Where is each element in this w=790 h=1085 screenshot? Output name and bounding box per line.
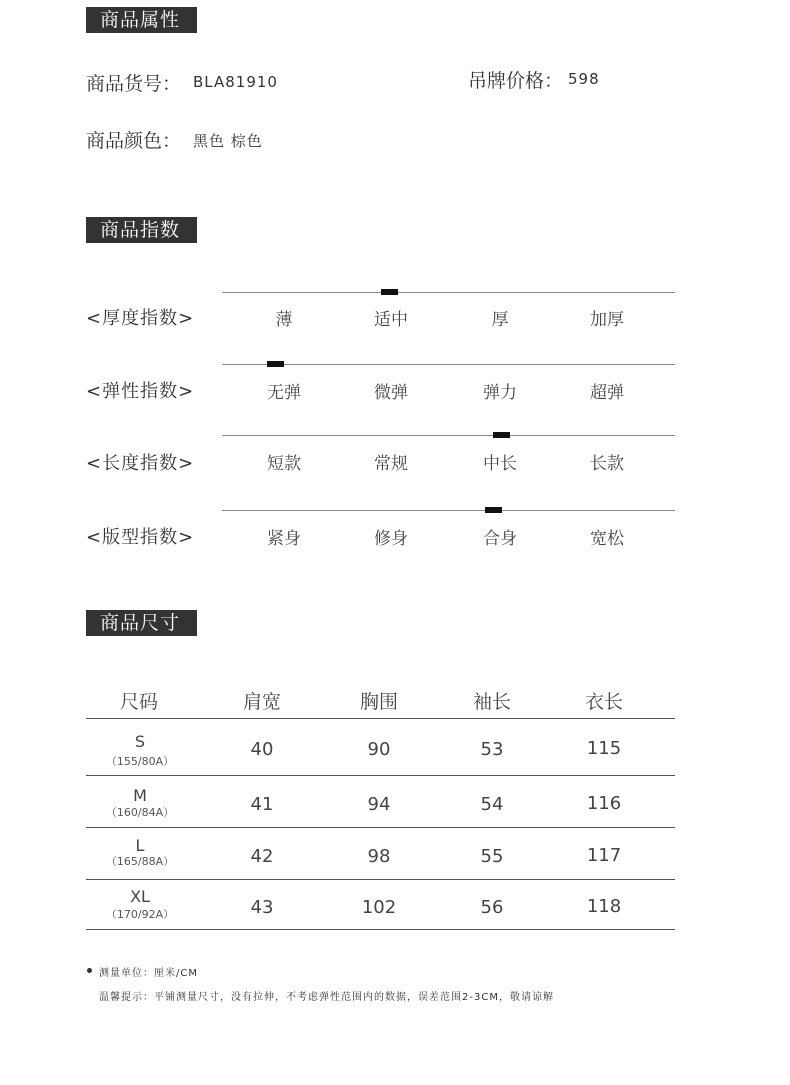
length-index-line	[222, 435, 675, 436]
table-header-length: 衣长	[584, 691, 623, 713]
color-label: 商品颜色：	[86, 130, 182, 152]
table-row-size: L	[135, 836, 145, 855]
table-row-size: M	[133, 786, 147, 805]
tag-price-value: 598	[568, 70, 600, 88]
length-option: 常规	[374, 454, 408, 474]
table-row-size: S	[134, 732, 146, 751]
table-divider	[86, 879, 675, 880]
table-header-chest: 胸围	[359, 691, 398, 713]
table-row-spec: （160/84A）	[105, 806, 175, 819]
table-cell: 40	[250, 739, 274, 760]
thickness-option: 薄	[275, 310, 293, 330]
color-value: 黑色 棕色	[193, 132, 263, 150]
fit-option: 宽松	[590, 529, 624, 549]
elasticity-option: 无弹	[267, 383, 301, 403]
thickness-option: 加厚	[590, 310, 624, 330]
table-cell: 56	[480, 897, 504, 918]
table-header-shoulder: 肩宽	[242, 691, 281, 713]
table-divider	[86, 827, 675, 828]
length-index-label: <长度指数>	[86, 453, 195, 474]
table-divider	[86, 718, 675, 719]
section-title-index: 商品指数	[86, 217, 197, 243]
table-cell: 90	[367, 739, 391, 760]
table-cell: 43	[250, 897, 274, 918]
table-row-spec: （170/92A）	[105, 908, 175, 921]
table-row-spec: （155/80A）	[105, 755, 175, 768]
measure-tip-note: 温馨提示：平铺测量尺寸，没有拉伸，不考虑弹性范围内的数据，误差范围2-3CM，敬请谅解	[99, 992, 554, 1003]
length-option: 中长	[483, 454, 517, 474]
table-cell: 94	[367, 794, 391, 815]
thickness-option: 适中	[374, 310, 408, 330]
thickness-option: 厚	[491, 310, 509, 330]
fit-index-marker	[485, 507, 502, 513]
table-cell: 42	[250, 846, 274, 867]
table-row-size: XL	[130, 887, 150, 906]
table-cell: 115	[586, 738, 622, 759]
fit-option: 合身	[483, 529, 517, 549]
thickness-index-label: <厚度指数>	[86, 308, 195, 329]
thickness-index-line	[222, 292, 675, 293]
table-cell: 118	[586, 896, 622, 917]
table-divider	[86, 775, 675, 776]
measure-unit-note: 测量单位：厘米/CM	[99, 968, 198, 979]
table-cell: 102	[361, 897, 397, 918]
table-cell: 98	[367, 846, 391, 867]
elasticity-option: 弹力	[483, 383, 517, 403]
bullet-icon	[87, 968, 92, 973]
elasticity-index-marker	[267, 361, 284, 367]
elasticity-index-line	[222, 364, 675, 365]
fit-index-label: <版型指数>	[86, 527, 195, 548]
table-divider	[86, 929, 675, 930]
thickness-index-marker	[381, 289, 398, 295]
table-row-spec: （165/88A）	[105, 855, 175, 868]
item-number-value: BLA81910	[193, 73, 278, 91]
length-option: 短款	[267, 454, 301, 474]
table-cell: 54	[480, 794, 504, 815]
elasticity-index-label: <弹性指数>	[86, 381, 195, 402]
section-title-attributes: 商品属性	[86, 7, 197, 33]
table-cell: 55	[480, 846, 504, 867]
length-index-marker	[493, 432, 510, 438]
table-header-size: 尺码	[119, 691, 158, 713]
table-header-sleeve: 袖长	[472, 691, 511, 713]
tag-price-label: 吊牌价格：	[468, 70, 564, 92]
elasticity-option: 超弹	[590, 383, 624, 403]
section-title-size: 商品尺寸	[86, 610, 197, 636]
table-cell: 117	[586, 845, 622, 866]
length-option: 长款	[590, 454, 624, 474]
table-cell: 116	[586, 793, 622, 814]
fit-option: 紧身	[267, 529, 301, 549]
table-cell: 41	[250, 794, 274, 815]
fit-index-line	[222, 510, 675, 511]
table-cell: 53	[480, 739, 504, 760]
item-number-label: 商品货号：	[86, 73, 182, 95]
fit-option: 修身	[374, 529, 408, 549]
elasticity-option: 微弹	[374, 383, 408, 403]
